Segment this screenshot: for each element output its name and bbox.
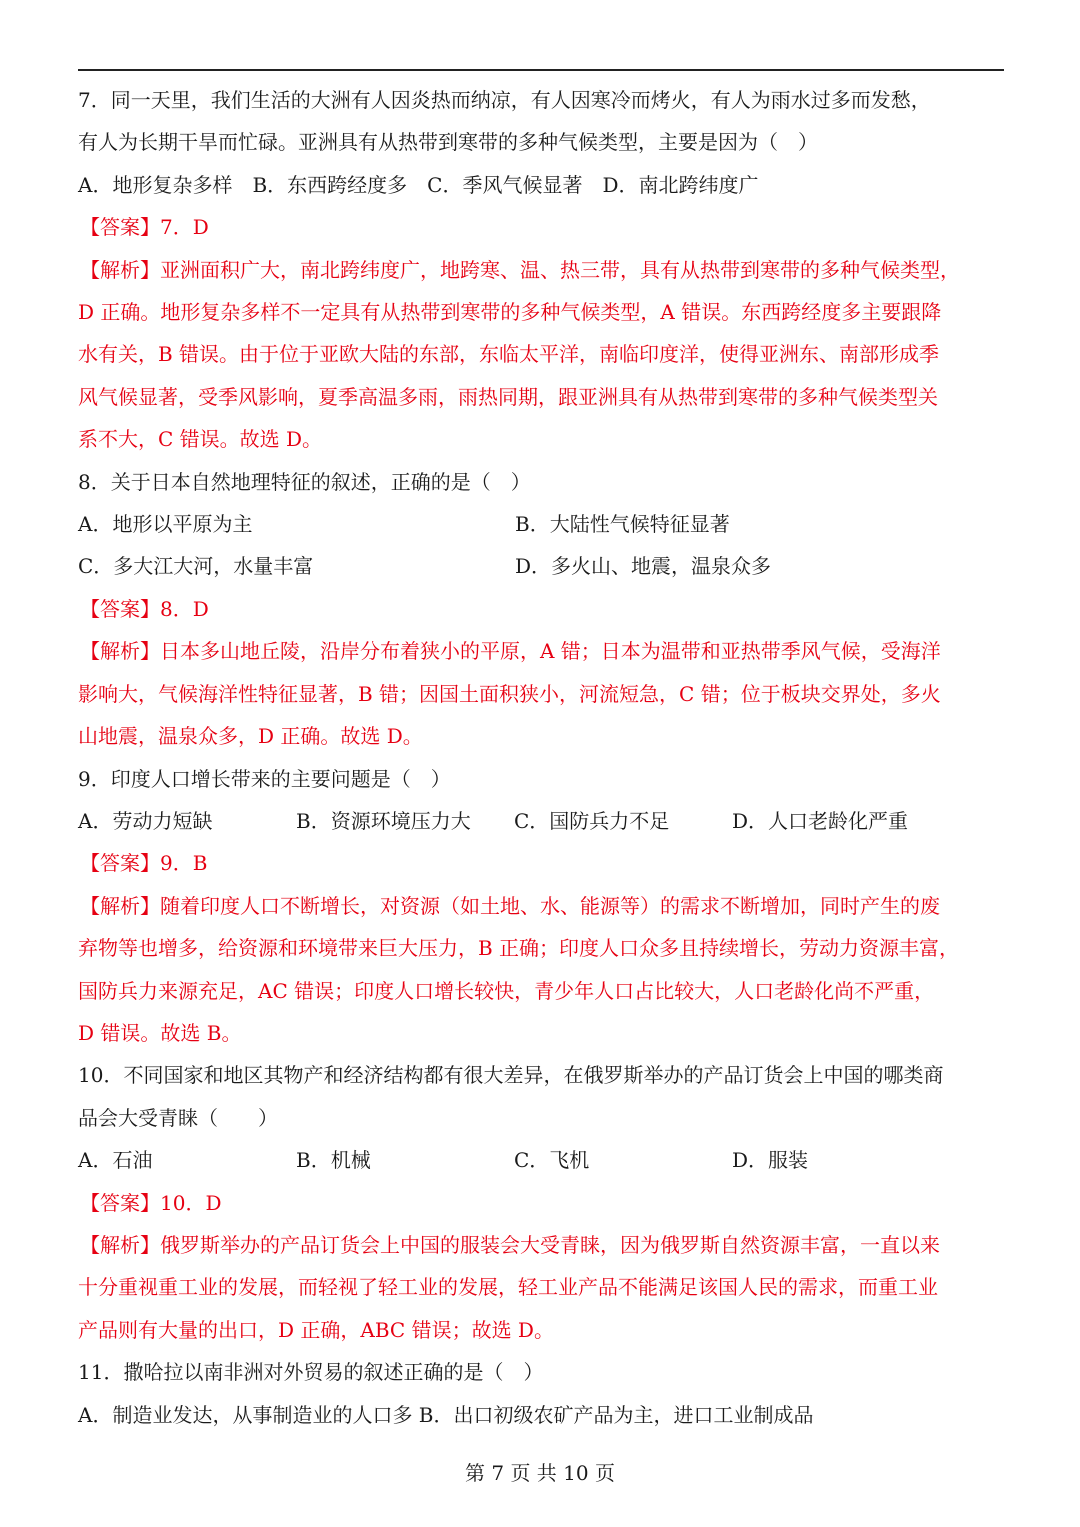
q8-analysis-line-2: 影响大，气候海洋性特征显著，B 错；因国土面积狭小，河流短急，C 错；位于板块交界处，多火: [78, 681, 941, 706]
q7-answer: 【答案】7．D: [80, 215, 209, 240]
q8-options-row-2: [78, 545, 1008, 587]
q7-analysis-line-4: 风气候显著，受季风影响，夏季高温多雨，雨热同期，跟亚洲具有从热带到寒带的多种气候类型关: [78, 384, 938, 409]
q10-stem-line-1: 10．不同国家和地区其物产和经济结构都有很大差异，在俄罗斯举办的产品订货会上中国的哪类商: [78, 1063, 944, 1088]
q8-option-d: D．多火山、地震，温泉众多: [515, 554, 772, 579]
q9-option-b: B．资源环境压力大: [296, 808, 471, 833]
q8-analysis-line-1: 【解析】日本多山地丘陵，沿岸分布着狭小的平原，A 错；日本为温带和亚热带季风气候，受海洋: [80, 639, 941, 664]
q9-analysis-line-1: 【解析】随着印度人口不断增长，对资源（如土地、水、能源等）的需求不断增加，同时产生的废: [80, 893, 940, 918]
q9-option-a: A．劳动力短缺: [78, 808, 213, 833]
q9-analysis-line-3: 国防兵力来源充足，AC 错误；印度人口增长较快，青少年人口占比较大，人口老龄化尚不严重，: [78, 978, 935, 1003]
q7-stem-line-1: 7．同一天里，我们生活的大洲有人因炎热而纳凉，有人因寒冷而烤火，有人为雨水过多而发愁，: [78, 88, 931, 112]
q8-stem: 8．关于日本自然地理特征的叙述，正确的是（ ）: [78, 469, 531, 494]
q8-answer: 【答案】8．D: [80, 596, 209, 621]
question-7: [78, 79, 1008, 461]
q10-analysis-line-3: 产品则有大量的出口，D 正确，ABC 错误；故选 D。: [78, 1317, 554, 1342]
q10-option-a: A．石油: [78, 1148, 153, 1173]
q10-option-d: D．服装: [732, 1148, 809, 1173]
q9-stem: 9．印度人口增长带来的主要问题是（ ）: [78, 766, 451, 791]
page-content: [78, 79, 1008, 1436]
q8-analysis-line-3: 山地震，温泉众多，D 正确。故选 D。: [78, 724, 423, 749]
q8-options-row-1: [78, 503, 1008, 545]
q11-stem: 11．撒哈拉以南非洲对外贸易的叙述正确的是（ ）: [78, 1360, 544, 1385]
question-11: [78, 1351, 1008, 1436]
header-rule: [78, 69, 1004, 71]
q7-analysis-line-2: D 正确。地形复杂多样不一定具有从热带到寒带的多种气候类型，A 错误。东西跨经度多主要跟降: [78, 300, 942, 325]
q9-answer: 【答案】9．B: [80, 851, 208, 876]
q9-option-d: D．人口老龄化严重: [732, 808, 909, 833]
q9-option-c: C．国防兵力不足: [514, 808, 670, 833]
q9-options: [78, 800, 1008, 842]
q10-option-c: C．飞机: [514, 1148, 590, 1173]
q7-analysis-line-1: 【解析】亚洲面积广大，南北跨纬度广，地跨寒、温、热三带，具有从热带到寒带的多种气候类型，: [80, 257, 960, 282]
q10-answer: 【答案】10．D: [80, 1190, 222, 1215]
q7-analysis-line-5: 系不大，C 错误。故选 D。: [78, 427, 323, 452]
q7-stem-line-2: 有人为长期干旱而忙碌。亚洲具有从热带到寒带的多种气候类型，主要是因为（ ）: [78, 130, 818, 155]
q7-analysis-line-3: 水有关，B 错误。由于位于亚欧大陆的东部，东临太平洋，南临印度洋，使得亚洲东、南部形成季: [78, 342, 940, 367]
q8-option-c: C．多大江大河，水量丰富: [78, 554, 314, 579]
q10-options: [78, 1139, 1008, 1181]
q8-option-a: A．地形以平原为主: [78, 512, 253, 537]
q7-options: A．地形复杂多样 B．东西跨经度多 C．季风气候显著 D．南北跨纬度广: [78, 172, 759, 197]
question-10: [78, 1054, 1008, 1351]
page-footer: 第 7 页 共 10 页: [465, 1461, 615, 1485]
question-9: [78, 758, 1008, 1055]
question-8: [78, 461, 1008, 758]
q11-options: A．制造业发达，从事制造业的人口多 B．出口初级农矿产品为主，进口工业制成品: [78, 1402, 814, 1427]
q9-analysis-line-2: 弃物等也增多，给资源和环境带来巨大压力，B 正确；印度人口众多且持续增长，劳动力资源丰富，: [78, 936, 960, 961]
q10-analysis-line-1: 【解析】俄罗斯举办的产品订货会上中国的服装会大受青睐，因为俄罗斯自然资源丰富，一直以来: [80, 1232, 940, 1257]
q9-analysis-line-4: D 错误。故选 B。: [78, 1020, 242, 1045]
q8-option-b: B．大陆性气候特征显著: [515, 512, 730, 537]
q10-stem-line-2: 品会大受青睐（ ）: [78, 1105, 278, 1130]
q10-option-b: B．机械: [296, 1148, 371, 1173]
q10-analysis-line-2: 十分重视重工业的发展，而轻视了轻工业的发展，轻工业产品不能满足该国人民的需求，而重工业: [78, 1275, 938, 1300]
